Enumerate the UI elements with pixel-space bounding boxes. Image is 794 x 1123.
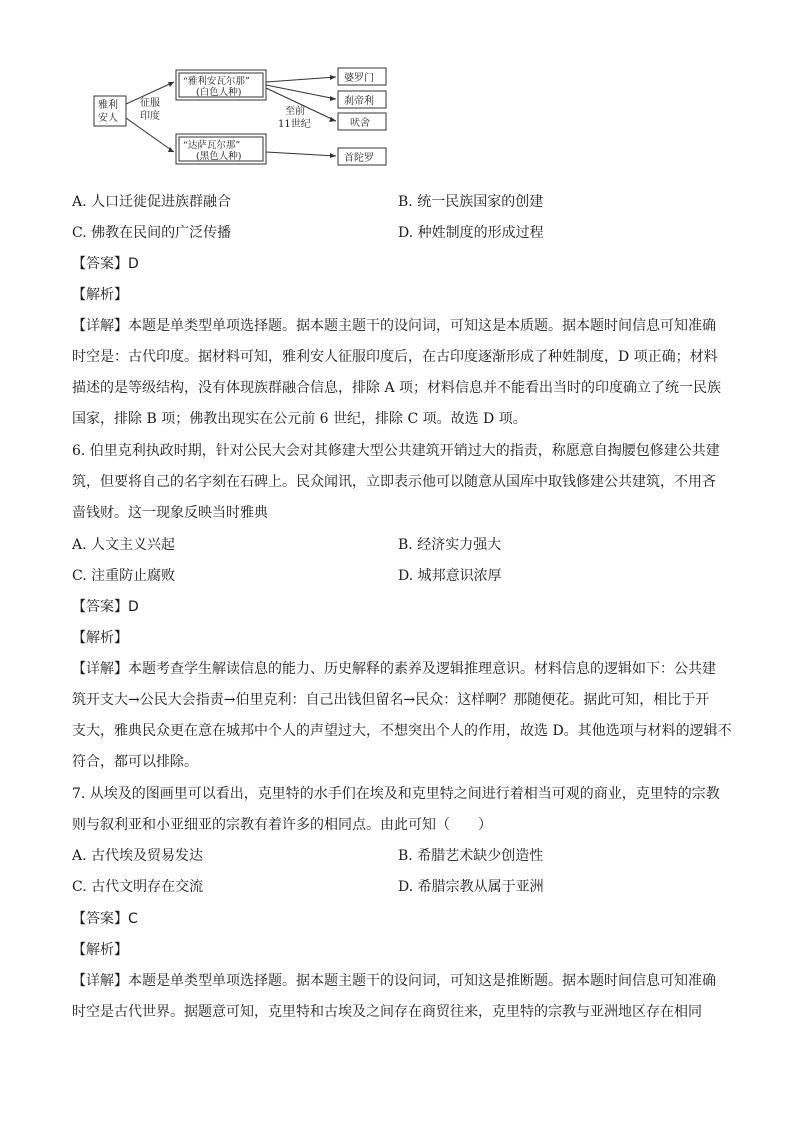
arrow-label-line1: 征服 bbox=[140, 98, 160, 109]
q6-analysis-title: 【解析】 bbox=[72, 630, 128, 646]
q7-detail-line: 【详解】本题是单类型单项选择题。据本题主题干的设问词，可知这是推断题。据本题时间信息可知准确 bbox=[72, 973, 716, 989]
source-label-line1: 雅利 bbox=[98, 100, 118, 111]
q7-option-c: C. 古代文明存在交流 bbox=[72, 879, 204, 895]
q6-stem-line: 啬钱财。这一现象反映当时雅典 bbox=[72, 505, 268, 521]
q7-stem-line: 7. 从埃及的图画里可以看出，克里特的水手们在埃及和克里特之间进行着相当可观的商业，克里特的宗教 bbox=[72, 786, 720, 802]
time-label-line2: 11世纪 bbox=[278, 119, 311, 130]
q6-detail-line: 支大，雅典民众更在意在城邦中个人的声望过大，不想突出个人的作用，故选 D。其他选项与材料的逻辑不 bbox=[72, 723, 732, 739]
q6-option-d: D. 城邦意识浓厚 bbox=[398, 568, 502, 584]
q7-option-b: B. 希腊艺术缺少创造性 bbox=[398, 848, 544, 864]
caste-vaishya: 吠舍 bbox=[350, 118, 370, 129]
caste-kshatriya: 刹帝利 bbox=[344, 96, 374, 107]
q5-option-b: B. 统一民族国家的创建 bbox=[398, 194, 544, 210]
q7-detail-line: 时空是古代世界。据题意可知，克里特和古埃及之间存在商贸往来，克里特的宗教与亚洲地区存在相同 bbox=[72, 1004, 702, 1020]
upper-box-subtitle: (白色人种) bbox=[196, 87, 242, 98]
q5-detail-line: 国家，排除 B 项；佛教出现实在公元前 6 世纪，排除 C 项。故选 D 项。 bbox=[72, 411, 527, 427]
time-label-line1: 至前 bbox=[285, 106, 305, 117]
q6-option-b: B. 经济实力强大 bbox=[398, 537, 502, 553]
source-label-line2: 安人 bbox=[98, 113, 118, 124]
q5-detail-line: 时空是：古代印度。据材料可知，雅利安人征服印度后，在古印度逐渐形成了种姓制度，D 项正确；材料 bbox=[72, 349, 718, 365]
q6-answer: 【答案】D bbox=[72, 599, 139, 615]
lower-box-title: “达萨瓦尔那” bbox=[183, 140, 241, 151]
lower-box-subtitle: (黑色人种) bbox=[196, 151, 242, 162]
q6-option-c: C. 注重防止腐败 bbox=[72, 568, 176, 584]
q6-detail-line: 筑开支大→公民大会指责→伯里克利：自己出钱但留名→民众：这样啊？那随便花。据此可知，相比于开 bbox=[72, 692, 710, 708]
arrow-to-lower bbox=[126, 118, 174, 152]
q5-option-d: D. 种姓制度的形成过程 bbox=[398, 225, 544, 241]
q5-analysis-title: 【解析】 bbox=[72, 287, 128, 303]
q7-option-d: D. 希腊宗教从属于亚洲 bbox=[398, 879, 544, 895]
arrow-label-line2: 印度 bbox=[140, 111, 160, 122]
q5-option-a: A. 人口迁徙促进族群融合 bbox=[72, 194, 232, 210]
q6-option-a: A. 人文主义兴起 bbox=[72, 537, 176, 553]
q6-stem-line: 筑，但要将自己的名字刻在石碑上。民众闻讯，立即表示他可以随意从国库中取钱修建公共建筑，不用吝 bbox=[72, 474, 716, 490]
q6-detail-line: 【详解】本题考查学生解读信息的能力、历史解释的素养及逻辑推理意识。材料信息的逻辑如下：公共建 bbox=[72, 661, 716, 677]
caste-brahmin: 婆罗门 bbox=[344, 73, 374, 84]
q5-option-c: C. 佛教在民间的广泛传播 bbox=[72, 225, 232, 241]
q7-answer: 【答案】C bbox=[72, 911, 138, 927]
q5-answer: 【答案】D bbox=[72, 256, 139, 272]
caste-shudra: 首陀罗 bbox=[344, 153, 374, 164]
q6-detail-line: 符合，都可以排除。 bbox=[72, 754, 198, 770]
q7-option-a: A. 古代埃及贸易发达 bbox=[72, 848, 204, 864]
upper-box-title: “雅利安瓦尔那” bbox=[183, 76, 250, 87]
q7-stem-line: 则与叙利亚和小亚细亚的宗教有着许多的相同点。由此可知（ ） bbox=[72, 817, 492, 833]
q5-detail-line: 【详解】本题是单类型单项选择题。据本题主题干的设问词，可知这是本质题。据本题时间信息可知准确 bbox=[72, 318, 716, 334]
q6-stem-line: 6. 伯里克利执政时期，针对公民大会对其修建大型公共建筑开销过大的指责，称愿意自掏腰包修建公共建 bbox=[72, 443, 720, 459]
caste-formation-diagram bbox=[88, 60, 398, 172]
q7-analysis-title: 【解析】 bbox=[72, 942, 128, 958]
q5-detail-line: 描述的是等级结构，没有体现族群融合信息，排除 A 项；材料信息并不能看出当时的印度确立了统一民族 bbox=[72, 380, 722, 396]
